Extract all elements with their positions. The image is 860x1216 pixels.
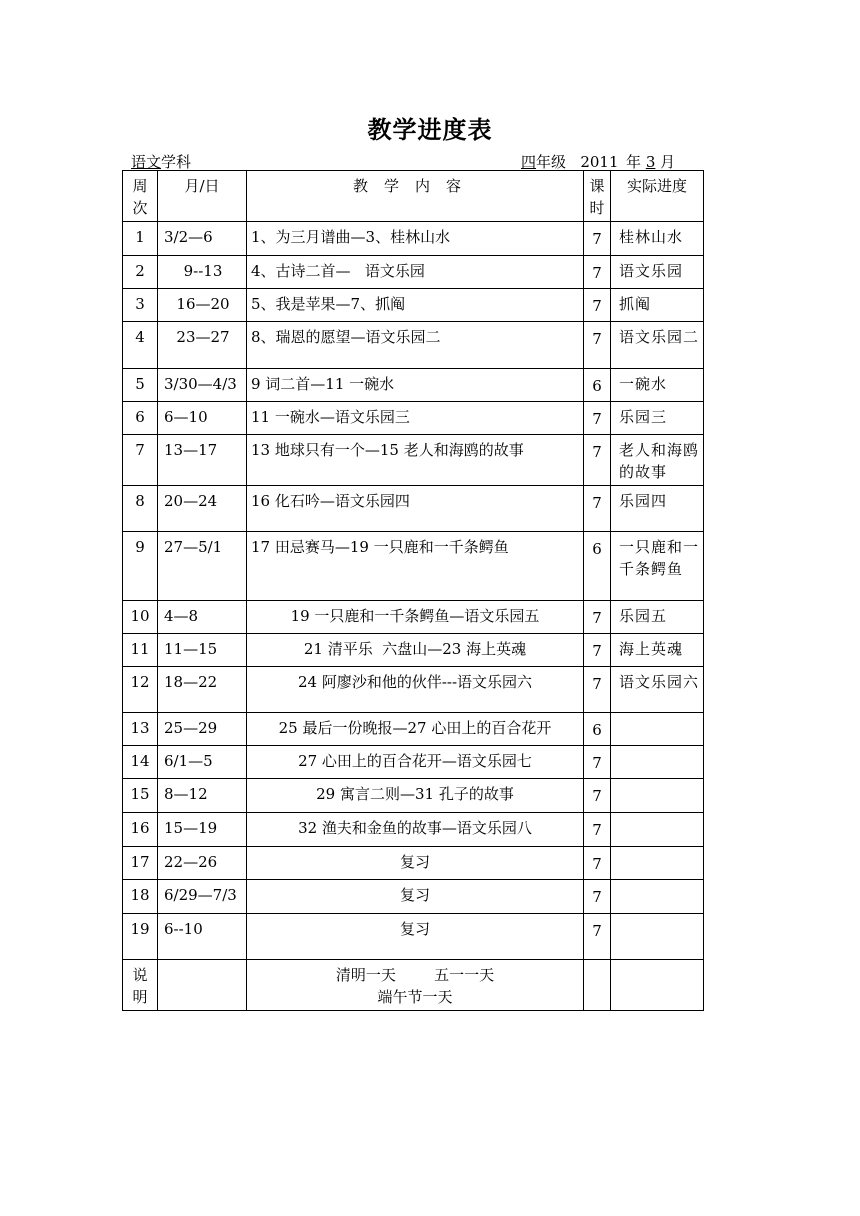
date-cell: 8—12 [158, 779, 247, 813]
week-cell: 12 [123, 667, 158, 713]
week-cell: 5 [123, 369, 158, 402]
content-cell: 4、古诗二首— 语文乐园 [247, 256, 584, 289]
table-row [123, 746, 704, 779]
content-cell: 19 一只鹿和一千条鳄鱼—语文乐园五 [247, 601, 584, 634]
progress-cell: 海上英魂 [611, 634, 704, 667]
hours-cell: 6 [584, 713, 611, 746]
content-cell: 复习 [247, 847, 584, 880]
progress-cell: 乐园四 [611, 486, 704, 532]
hours-cell: 7 [584, 667, 611, 713]
hours-cell: 7 [584, 880, 611, 914]
table-row [123, 847, 704, 880]
week-cell: 19 [123, 914, 158, 960]
hours-cell: 6 [584, 369, 611, 402]
week-cell: 7 [123, 435, 158, 486]
content-cell: 复习 [247, 880, 584, 914]
date-cell: 23—27 [158, 322, 247, 369]
week-cell: 10 [123, 601, 158, 634]
week-cell: 17 [123, 847, 158, 880]
progress-cell: 语文乐园二 [611, 322, 704, 369]
table-row [123, 880, 704, 914]
date-cell: 25—29 [158, 713, 247, 746]
date-cell: 6/29—7/3 [158, 880, 247, 914]
date-cell: 6—10 [158, 402, 247, 435]
date-cell: 18—22 [158, 667, 247, 713]
grade-value: 四 [521, 153, 537, 171]
content-cell: 29 寓言二则—31 孔子的故事 [247, 779, 584, 813]
note-label: 说明 [123, 960, 158, 1011]
content-cell: 17 田忌赛马—19 一只鹿和一千条鳄鱼 [247, 532, 584, 601]
header-content: 教学内容 [247, 171, 584, 222]
table-row [123, 289, 704, 322]
date-cell: 6/1—5 [158, 746, 247, 779]
date-cell: 9--13 [158, 256, 247, 289]
note-content [247, 960, 584, 1011]
progress-cell [611, 713, 704, 746]
header-progress: 实际进度 [611, 171, 704, 222]
hours-cell: 7 [584, 322, 611, 369]
week-cell: 2 [123, 256, 158, 289]
table-row [123, 369, 704, 402]
table-row [123, 779, 704, 813]
month-suffix: 月 [660, 153, 676, 171]
table-row [123, 435, 704, 486]
note-empty-hours [584, 960, 611, 1011]
note-row [123, 960, 704, 1011]
content-cell: 25 最后一份晚报—27 心田上的百合花开 [247, 713, 584, 746]
date-cell: 16—20 [158, 289, 247, 322]
table-row [123, 914, 704, 960]
week-cell: 16 [123, 813, 158, 847]
date-cell: 11—15 [158, 634, 247, 667]
content-cell: 24 阿廖沙和他的伙伴---语文乐园六 [247, 667, 584, 713]
content-cell: 1、为三月谱曲—3、桂林山水 [247, 222, 584, 256]
table-row [123, 486, 704, 532]
hours-cell: 7 [584, 813, 611, 847]
date-cell: 27—5/1 [158, 532, 247, 601]
year-value: 2011 [580, 153, 619, 171]
progress-cell [611, 779, 704, 813]
progress-cell [611, 746, 704, 779]
grade-date-label [521, 151, 675, 172]
date-cell: 3/30—4/3 [158, 369, 247, 402]
hours-cell: 6 [584, 532, 611, 601]
week-cell: 11 [123, 634, 158, 667]
progress-cell: 语文乐园六 [611, 667, 704, 713]
progress-cell [611, 880, 704, 914]
week-cell: 9 [123, 532, 158, 601]
content-cell: 27 心田上的百合花开—语文乐园七 [247, 746, 584, 779]
hours-cell: 7 [584, 634, 611, 667]
note-empty-progress [611, 960, 704, 1011]
week-cell: 3 [123, 289, 158, 322]
week-cell: 18 [123, 880, 158, 914]
note-empty-date [158, 960, 247, 1011]
header-date: 月/日 [158, 171, 247, 222]
week-cell: 8 [123, 486, 158, 532]
subject-suffix: 学科 [161, 153, 192, 171]
hours-cell: 7 [584, 222, 611, 256]
progress-cell [611, 813, 704, 847]
week-cell: 15 [123, 779, 158, 813]
week-cell: 1 [123, 222, 158, 256]
content-cell: 复习 [247, 914, 584, 960]
table-body [123, 222, 704, 960]
year-suffix: _年 [618, 153, 642, 171]
date-cell: 3/2—6 [158, 222, 247, 256]
table-row [123, 813, 704, 847]
date-cell: 22—26 [158, 847, 247, 880]
hours-cell: 7 [584, 779, 611, 813]
content-cell: 8、瑞恩的愿望—语文乐园二 [247, 322, 584, 369]
table-row [123, 256, 704, 289]
header-week: 周次 [123, 171, 158, 222]
content-cell: 16 化石吟—语文乐园四 [247, 486, 584, 532]
progress-cell: 老人和海鸥的故事 [611, 435, 704, 486]
hours-cell: 7 [584, 601, 611, 634]
progress-cell [611, 914, 704, 960]
table-row [123, 402, 704, 435]
hours-cell: 7 [584, 402, 611, 435]
content-cell: 13 地球只有一个—15 老人和海鸥的故事 [247, 435, 584, 486]
date-cell: 13—17 [158, 435, 247, 486]
date-cell: 20—24 [158, 486, 247, 532]
content-cell: 32 渔夫和金鱼的故事—语文乐园八 [247, 813, 584, 847]
hours-cell: 7 [584, 486, 611, 532]
grade-suffix: 年级 [536, 153, 567, 171]
note-line-2: 端午节一天 [377, 988, 453, 1006]
date-cell: 15—19 [158, 813, 247, 847]
date-cell: 6--10 [158, 914, 247, 960]
table-row [123, 222, 704, 256]
subject-label [131, 151, 191, 172]
progress-cell: 一只鹿和一千条鳄鱼 [611, 532, 704, 601]
progress-cell: 一碗水 [611, 369, 704, 402]
hours-cell: 7 [584, 847, 611, 880]
month-value: 3 [645, 153, 656, 171]
table-row [123, 634, 704, 667]
progress-cell [611, 847, 704, 880]
hours-cell: 7 [584, 435, 611, 486]
content-cell: 11 一碗水—语文乐园三 [247, 402, 584, 435]
week-cell: 6 [123, 402, 158, 435]
date-cell: 4—8 [158, 601, 247, 634]
hours-cell: 7 [584, 914, 611, 960]
note-line-1: 清明一天 五一一天 [335, 966, 495, 984]
progress-cell: 乐园五 [611, 601, 704, 634]
table-row [123, 532, 704, 601]
content-cell: 21 清平乐 六盘山—23 海上英魂 [247, 634, 584, 667]
hours-cell: 7 [584, 256, 611, 289]
hours-cell: 7 [584, 746, 611, 779]
subject-value: 语文 [131, 153, 162, 171]
content-cell: 5、我是苹果—7、抓阄 [247, 289, 584, 322]
progress-cell: 语文乐园 [611, 256, 704, 289]
week-cell: 13 [123, 713, 158, 746]
table-row [123, 322, 704, 369]
progress-cell: 桂林山水 [611, 222, 704, 256]
table-row [123, 713, 704, 746]
hours-cell: 7 [584, 289, 611, 322]
progress-cell: 乐园三 [611, 402, 704, 435]
table-row [123, 667, 704, 713]
progress-cell: 抓阄 [611, 289, 704, 322]
table-header-row [123, 171, 704, 222]
week-cell: 4 [123, 322, 158, 369]
page-title: 教学进度表 [367, 115, 493, 144]
table-row [123, 601, 704, 634]
week-cell: 14 [123, 746, 158, 779]
schedule-table [122, 170, 704, 1011]
header-hours: 课时 [584, 171, 611, 222]
content-cell: 9 词二首—11 一碗水 [247, 369, 584, 402]
